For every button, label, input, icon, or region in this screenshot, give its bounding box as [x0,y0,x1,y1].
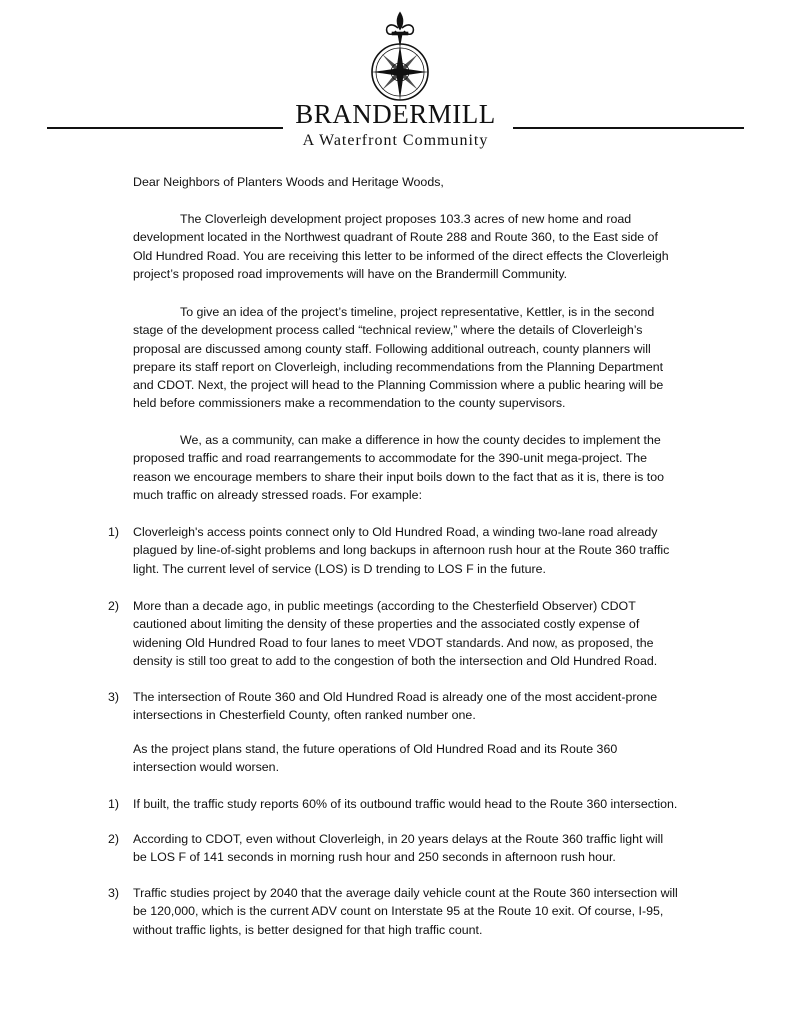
paragraph-timeline: To give an idea of the project’s timeline, project representative, Kettler, is in the second stage of the development process called “technical review,” where the details of Cloverleigh’s proposal are discussed among county staff. Following additional outreach, county planners will prepare its staff report on Cloverleigh, including recommendations from the Planning Department and CDOT. Next, the project will head to the Planning Commission where a public hearing will be held before commissioners make a recommendation to the county supervisors. [133,305,664,411]
brand-tagline: A Waterfront Community [302,132,489,149]
header-rule-right [513,127,744,129]
paragraph-plans: As the project plans stand, the future operations of Old Hundred Road and its Route 360 intersection would worsen. [133,742,618,775]
paragraph-community: We, as a community, can make a difference in how the county decides to implement the proposed traffic and road rearrangements to accommodate for the 390-unit mega-project. The reason we encourage members to share their input boils down to the fact that as it is, there is too much traffic on already stressed roads. For example: [133,433,665,502]
list2-number: 1) [108,797,120,811]
list2-item: According to CDOT, even without Cloverleigh, in 20 years delays at the Route 360 traffic light will be LOS F of 141 seconds in morning rush hour and 250 seconds in afternoon rush hour. [133,832,664,865]
list2-number: 3) [108,886,120,900]
list1-number: 1) [108,525,120,539]
header-rule-left [47,127,283,129]
salutation: Dear Neighbors of Planters Woods and Heritage Woods, [133,175,444,189]
list2-item: Traffic studies project by 2040 that the average daily vehicle count at the Route 360 intersection will be 120,000, which is the current ADV count on Interstate 95 at the Route 10 exit. Of course, I-95, without traffic lights, is better designed for that high traffic count. [133,886,678,937]
brandermill-compass-logo-icon [365,10,435,105]
list2-item: If built, the traffic study reports 60% of its outbound traffic would head to the Route 360 intersection. [133,797,678,811]
list1-item: More than a decade ago, in public meetings (according to the Chesterfield Observer) CDOT cautioned about limiting the density of these properties and the associated costly expense of widening Old Hundred Road to four lanes to meet VDOT standards. And now, as proposed, the density is still too great to add to the congestion of both the intersection and Old Hundred Road. [133,599,658,668]
list1-item: Cloverleigh's access points connect only to Old Hundred Road, a winding two-lane road already plagued by line-of-sight problems and long backups in afternoon rush hour at the Route 360 traffic light. The current level of service (LOS) is D trending to LOS F in the future. [133,525,670,576]
list2-number: 2) [108,832,120,846]
list1-number: 3) [108,690,120,704]
list1-item: The intersection of Route 360 and Old Hundred Road is already one of the most accident-prone intersections in Chesterfield County, often ranked number one. [133,690,658,723]
list1-number: 2) [108,599,120,613]
brand-name: BRANDERMILL [295,99,496,129]
paragraph-project-overview: The Cloverleigh development project proposes 103.3 acres of new home and road development located in the Northwest quadrant of Route 288 and Route 360, to the East side of Old Hundred Road. You are receiving this letter to be informed of the direct effects the Cloverleigh project’s proposed road improvements will have on the Brandermill Community. [133,212,669,281]
